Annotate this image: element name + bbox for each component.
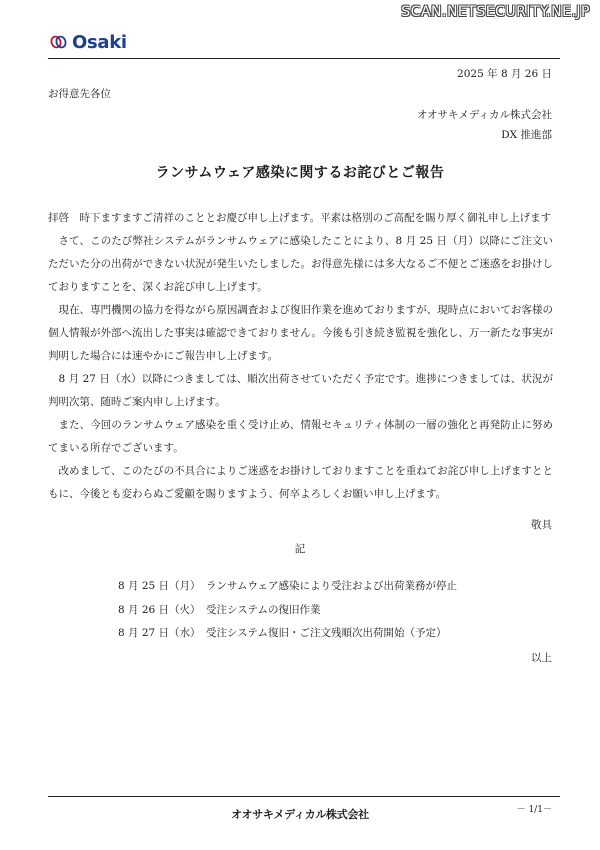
paragraph-investigation: 現在、専門機関の協力を得ながら原因調査および復旧作業を進めておりますが、現時点においてお客様の個人情報が外部へ流出した事実は確認できておりません。今後も引き続き監視を強化し、万一新たな事実が判明した場合には速やかにご報告申し上げます。 — [48, 304, 553, 362]
schedule-row — [118, 574, 457, 598]
paragraph-greeting: 拝啓 時下ますますご清祥のこととお慶び申し上げます。平素は格別のご高配を賜り厚く御礼申し上げます — [48, 212, 552, 224]
header-divider — [48, 58, 560, 59]
schedule-row — [118, 598, 457, 622]
schedule-date: 8 月 26 日（火） — [118, 603, 201, 616]
schedule-row — [118, 621, 457, 645]
closing-keigu: 敬具 — [531, 519, 552, 531]
document-title: ランサムウェア感染に関するお詫びとご報告 — [155, 165, 445, 181]
recipient: お得意先各位 — [48, 88, 111, 100]
paragraph-shipping: 8 月 27 日（水）以降につきましては、順次出荷させていただく予定です。進捗につきましては、状況が判明次第、随時ご案内申し上げます。 — [48, 373, 553, 408]
logo-text: Osaki — [72, 31, 127, 53]
document-date: 2025 年 8 月 26 日 — [457, 68, 552, 80]
sender-department: DX 推進部 — [501, 129, 552, 141]
document-body — [48, 207, 553, 506]
schedule-date: 8 月 27 日（水） — [118, 627, 201, 640]
osaki-logo-icon — [50, 35, 68, 49]
sender-company: オオサキメディカル株式会社 — [416, 109, 552, 121]
schedule-list — [118, 574, 457, 645]
company-logo — [50, 31, 127, 53]
paragraph-apology: 改めまして、このたびの不具合によりご迷惑をお掛けしておりますことを重ねてお詫び申し上げますとともに、今後とも変わらぬご愛顧を賜りますよう、何卒よろしくお願い申し上げます。 — [48, 465, 553, 500]
paragraph-incident: さて、このたび弊社システムがランサムウェアに感染したことにより、8 月 25 日（月）以降にご注文いただいた分の出荷ができない状況が発生いたしました。お得意先様には多大なるご不便とご迷惑をお掛けしておりますことを、深くお詫び申し上げます。 — [48, 235, 553, 293]
ki-heading: 記 — [294, 543, 306, 555]
page-number: － 1/1－ — [516, 805, 552, 815]
end-ijou: 以上 — [531, 652, 552, 664]
footer-divider — [48, 796, 560, 797]
watermark-text: SCAN.NETSECURITY.NE.JP — [401, 4, 590, 20]
schedule-event: 受注システム復旧・ご注文残順次出荷開始（予定） — [206, 627, 447, 640]
paragraph-prevention: また、今回のランサムウェア感染を重く受け止め、情報セキュリティ体制の一層の強化と再発防止に努めてまいる所存でございます。 — [48, 419, 553, 454]
schedule-event: ランサムウェア感染により受注および出荷業務が停止 — [206, 580, 458, 593]
schedule-event: 受注システムの復旧作業 — [206, 603, 321, 616]
footer-company: オオサキメディカル株式会社 — [231, 808, 369, 821]
schedule-date: 8 月 25 日（月） — [118, 580, 201, 593]
